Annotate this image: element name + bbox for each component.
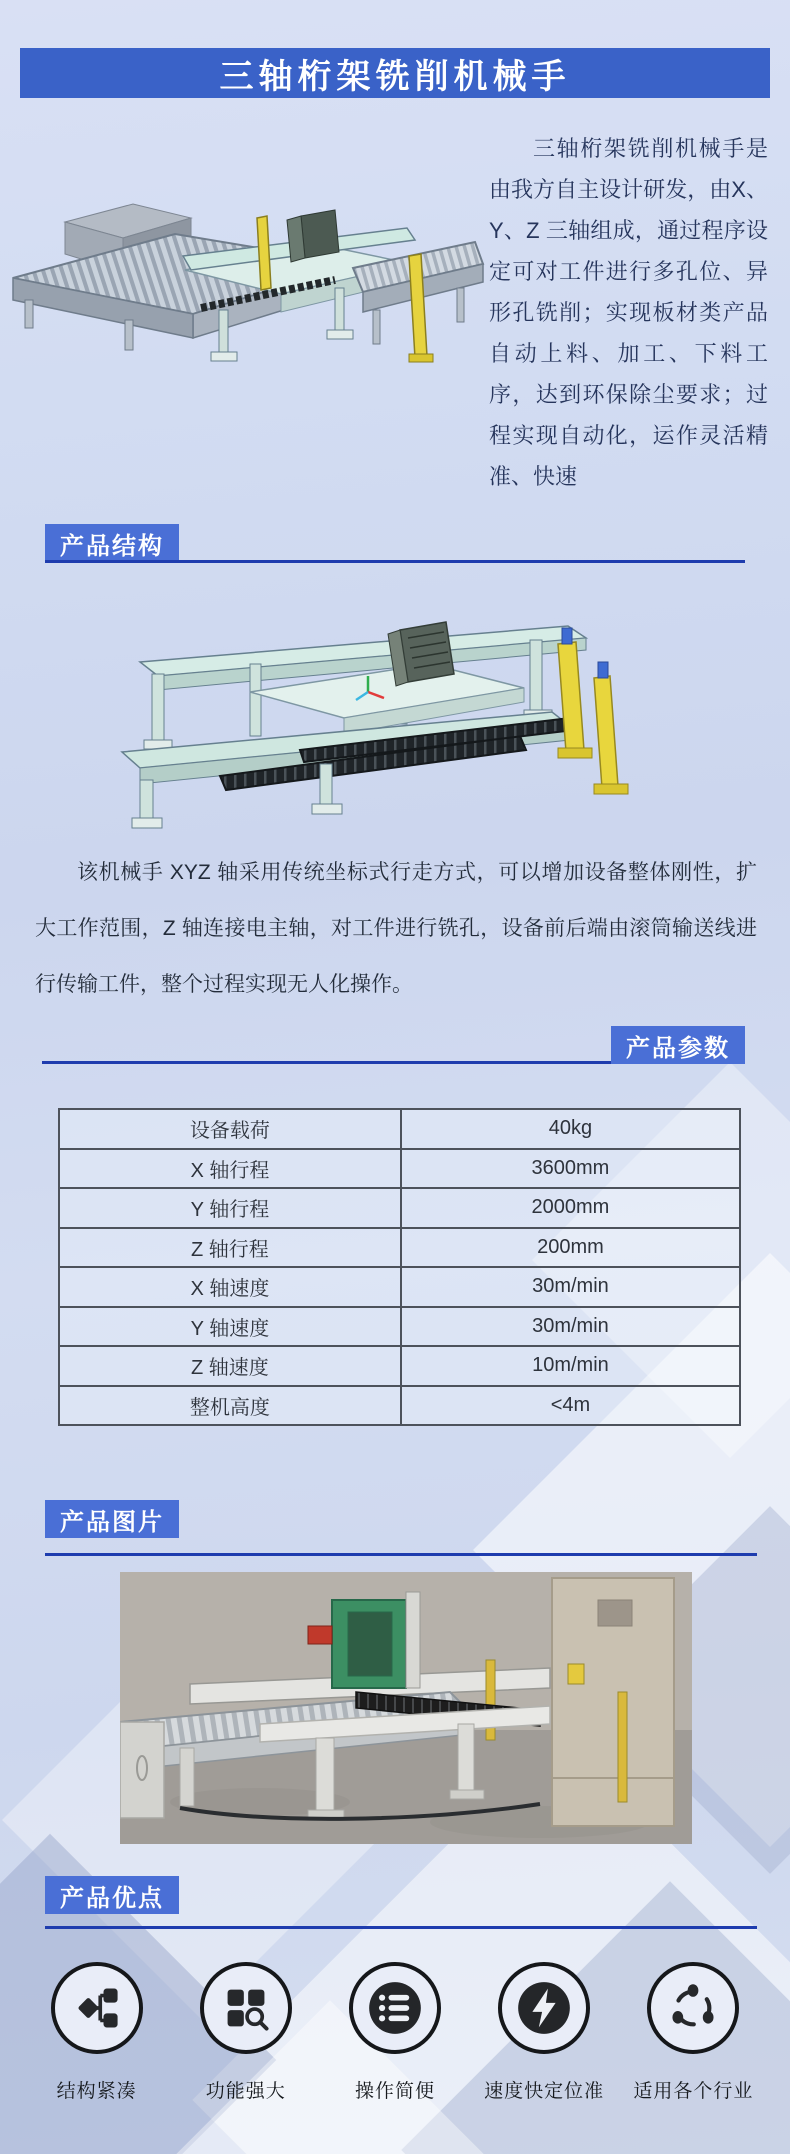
param-value: 2000mm [401,1188,740,1228]
table-row [59,1228,740,1268]
table-row [59,1386,740,1426]
param-value: 30m/min [401,1307,740,1347]
advantage-item [619,1962,768,2103]
section-underline [45,1926,757,1929]
section-label: 产品图片 [60,1508,164,1536]
param-value: 3600mm [401,1149,740,1189]
param-name: Y 轴速度 [59,1307,401,1347]
easy-operation-icon [349,1962,441,2054]
advantage-item [22,1962,171,2103]
parameters-table [58,1108,741,1426]
advantage-item [470,1962,619,2103]
advantage-item [320,1962,469,2103]
product-photo [120,1572,692,1844]
param-name: Z 轴行程 [59,1228,401,1268]
machine-render-structure [100,600,645,845]
section-badge-structure [45,524,179,562]
param-name: X 轴行程 [59,1149,401,1189]
advantages-row [22,1962,768,2103]
structure-description: 该机械手 XYZ 轴采用传统坐标式行走方式，可以增加设备整体刚性，扩大工作范围，Z 轴连接电主轴，对工件进行铣孔，设备前后端由滚筒输送线进行传输工件，整个过程实现无人化操作。 [35,861,757,996]
function-powerful-icon [200,1962,292,2054]
section-badge-advantages [45,1876,179,1914]
param-name: 整机高度 [59,1386,401,1426]
table-row [59,1346,740,1386]
param-value: <4m [401,1386,740,1426]
advantage-label: 结构紧凑 [56,2081,137,2102]
param-value: 30m/min [401,1267,740,1307]
table-row [59,1109,740,1149]
structure-compact-icon [51,1962,143,2054]
section-badge-photos [45,1500,179,1538]
advantage-item [171,1962,320,2103]
param-value: 200mm [401,1228,740,1268]
table-row [59,1307,740,1347]
param-value: 40kg [401,1109,740,1149]
section-label: 产品参数 [626,1034,730,1062]
section-badge-params [611,1026,745,1064]
section-underline [45,1553,757,1556]
advantage-label: 操作简便 [354,2081,435,2102]
all-industries-icon [647,1962,739,2054]
section-label: 产品优点 [60,1884,164,1912]
speed-accuracy-icon [498,1962,590,2054]
section-label: 产品结构 [60,532,164,560]
intro-paragraph: 三轴桁架铣削机械手是由我方自主设计研发，由X、Y、Z 三轴组成，通过程序设定可对工件进行多孔位、异形孔铣削；实现板材类产品自动上料、加工、下料工序，达到环保除尘要求；过程实现自动化，运作灵活精准、快速 [489,136,768,489]
table-row [59,1149,740,1189]
section-underline [42,1061,622,1064]
title-banner [20,48,770,98]
param-name: Z 轴速度 [59,1346,401,1386]
param-name: Y 轴行程 [59,1188,401,1228]
page-title: 三轴桁架铣削机械手 [219,57,571,96]
machine-render-overview [5,160,485,400]
advantage-label: 功能强大 [205,2081,286,2102]
param-name: 设备载荷 [59,1109,401,1149]
table-row [59,1188,740,1228]
advantage-label: 适用各个行业 [633,2081,754,2102]
advantage-label: 速度快定位准 [484,2081,605,2102]
section-underline [45,560,745,563]
param-value: 10m/min [401,1346,740,1386]
param-name: X 轴速度 [59,1267,401,1307]
table-row [59,1267,740,1307]
